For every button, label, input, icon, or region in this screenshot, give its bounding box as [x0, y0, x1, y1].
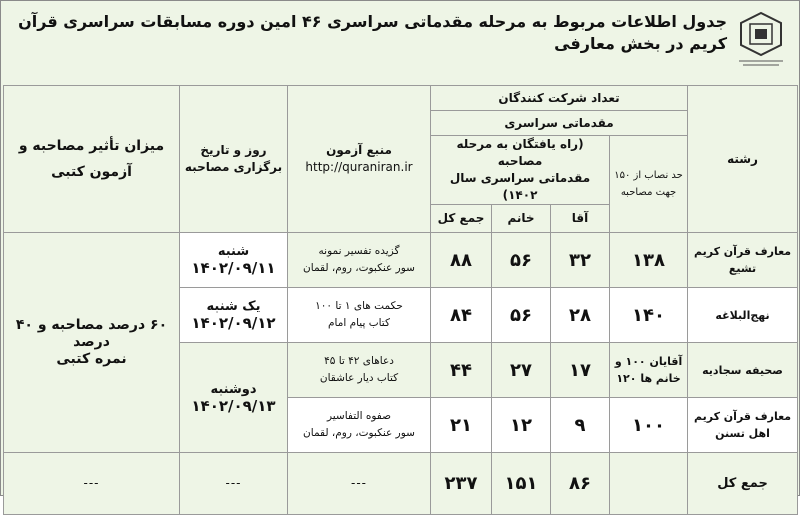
row-source: دعاهای ۴۲ تا ۴۵ کتاب دیار عاشقان — [288, 343, 431, 398]
totals-label: جمع کل — [688, 453, 798, 515]
row-female: ۵۶ — [492, 288, 551, 343]
totals-row — [4, 453, 798, 515]
header-quorum: حد نصاب از ۱۵۰ جهت مصاحبه — [610, 136, 688, 233]
row-female: ۲۷ — [492, 343, 551, 398]
row-female: ۱۲ — [492, 398, 551, 453]
row-source: حکمت های ۱ تا ۱۰۰ کتاب پیام امام — [288, 288, 431, 343]
row-source: گزیده تفسیر نمونه سور عنکبوت، روم، لقمان — [288, 233, 431, 288]
totals-source: --- — [288, 453, 431, 515]
header-date: روز و تاریخ برگزاری مصاحبه — [180, 86, 288, 233]
row-date: یک شنبه ۱۴۰۲/۰۹/۱۲ — [180, 288, 288, 343]
totals-date: --- — [180, 453, 288, 515]
row-total: ۴۴ — [431, 343, 492, 398]
header-source: منبع آزمون http://quraniran.ir — [288, 86, 431, 233]
header-total: جمع کل — [431, 205, 492, 233]
table-row — [4, 233, 798, 288]
row-field: معارف قرآن کریم اهل تسنن — [688, 398, 798, 453]
totals-effect: --- — [4, 453, 180, 515]
row-total: ۲۱ — [431, 398, 492, 453]
header-effect: میزان تأثیر مصاحبه و آزمون کتبی — [4, 86, 180, 233]
row-male: ۹ — [551, 398, 610, 453]
row-date: شنبه ۱۴۰۲/۰۹/۱۱ — [180, 233, 288, 288]
row-total: ۸۸ — [431, 233, 492, 288]
row-source: صفوه التفاسیر سور عنکبوت، روم، لقمان — [288, 398, 431, 453]
header-participants: تعداد شرکت کنندگان — [431, 86, 688, 111]
results-table — [3, 85, 798, 515]
totals-male: ۸۶ — [551, 453, 610, 515]
row-quorum: ۱۴۰ — [610, 288, 688, 343]
row-quorum: آقایان ۱۰۰ و خانم ها ۱۲۰ — [610, 343, 688, 398]
page-title: جدول اطلاعات مربوط به مرحله مقدماتی سراسری ۴۶ امین دوره مسابقات سراسری قرآن کریم در بخش معارفی — [18, 12, 727, 53]
quran-organization-emblem-icon — [733, 9, 789, 69]
row-quorum: ۱۰۰ — [610, 398, 688, 453]
row-field: نهج‌البلاغه — [688, 288, 798, 343]
row-male: ۱۷ — [551, 343, 610, 398]
row-field: صحیفه سجادیه — [688, 343, 798, 398]
row-female: ۵۶ — [492, 233, 551, 288]
row-total: ۸۴ — [431, 288, 492, 343]
effect-cell: ۶۰ درصد مصاحبه و ۴۰ درصد نمره کتبی — [4, 233, 180, 453]
header-female: خانم — [492, 205, 551, 233]
header-qualified: (راه یافتگان به مرحله مصاحبه مقدماتی سراسری سال ۱۴۰۲) — [431, 136, 610, 205]
row-date-merged: دوشنبه ۱۴۰۲/۰۹/۱۳ — [180, 343, 288, 453]
totals-total: ۲۳۷ — [431, 453, 492, 515]
header-field: رشته — [688, 86, 798, 233]
totals-quorum — [610, 453, 688, 515]
row-male: ۲۸ — [551, 288, 610, 343]
totals-female: ۱۵۱ — [492, 453, 551, 515]
header-male: آقا — [551, 205, 610, 233]
row-quorum: ۱۳۸ — [610, 233, 688, 288]
row-male: ۳۲ — [551, 233, 610, 288]
header-preliminary: مقدماتی سراسری — [431, 111, 688, 136]
row-field: معارف قرآن کریم تشیع — [688, 233, 798, 288]
